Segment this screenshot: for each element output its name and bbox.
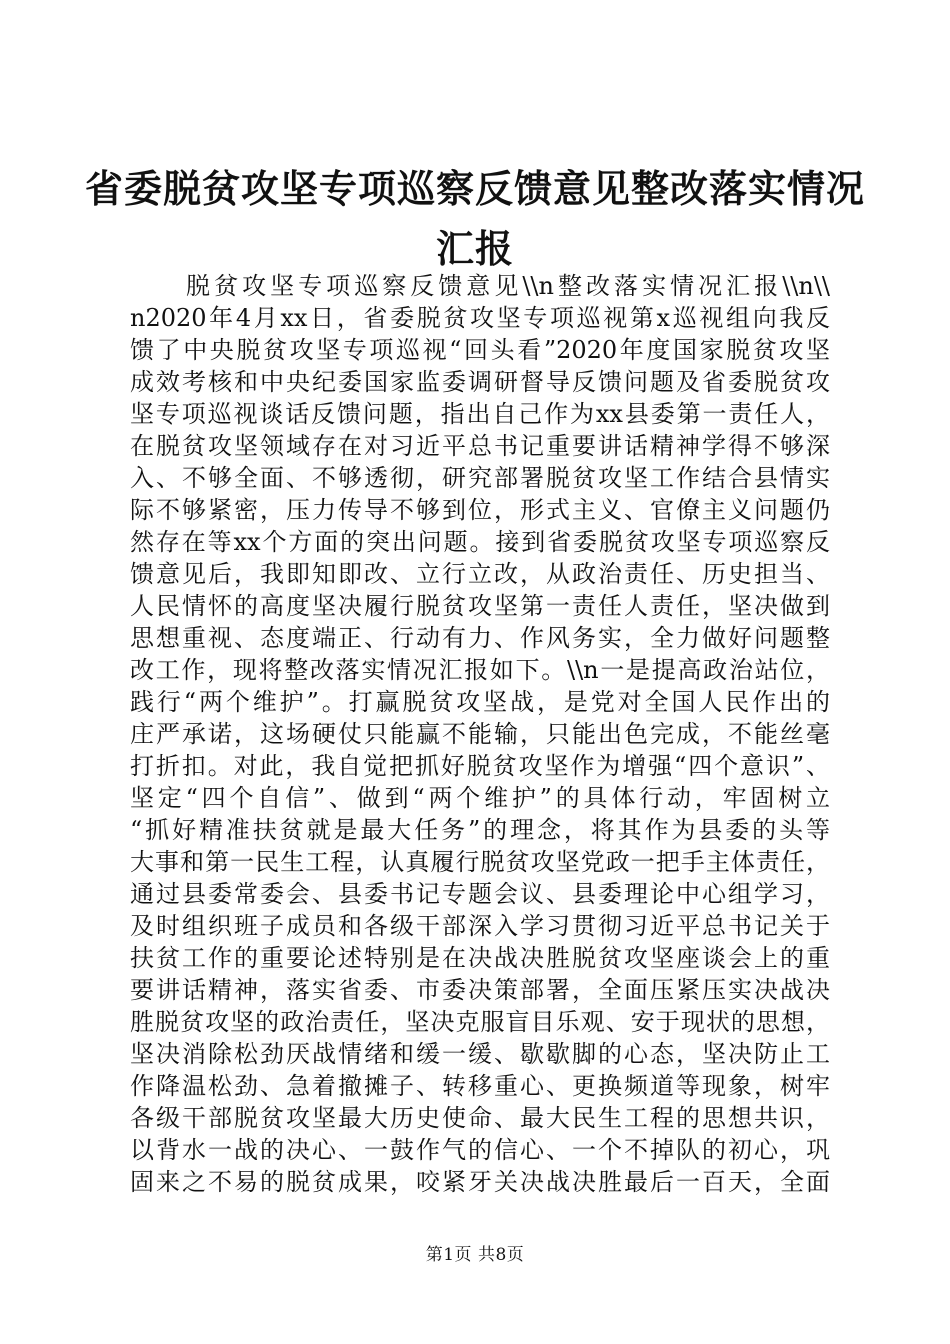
body-line: 在脱贫攻坚领域存在对习近平总书记重要讲话精神学得不够深 xyxy=(130,432,830,460)
body-line: 入、不够全面、不够透彻，研究部署脱贫攻坚工作结合县情实 xyxy=(130,464,830,492)
body-line: 大事和第一民生工程，认真履行脱贫攻坚党政一把手主体责任， xyxy=(130,848,830,876)
body-line: 庄严承诺，这场硬仗只能赢不能输，只能出色完成，不能丝毫 xyxy=(130,720,830,748)
body-line: 扶贫工作的重要论述特别是在决战决胜脱贫攻坚座谈会上的重 xyxy=(130,944,830,972)
body-line: 思想重视、态度端正、行动有力、作风务实，全力做好问题整 xyxy=(130,624,830,652)
body-line: 固来之不易的脱贫成果，咬紧牙关决战决胜最后一百天，全面 xyxy=(130,1168,830,1196)
body-line: 打折扣。对此，我自觉把抓好脱贫攻坚作为增强“四个意识”、 xyxy=(130,752,830,780)
body-line: 坚定“四个自信”、做到“两个维护”的具体行动，牢固树立 xyxy=(130,784,830,812)
body-line: 践行“两个维护”。打赢脱贫攻坚战，是党对全国人民作出的 xyxy=(130,688,830,716)
body-line: 馈意见后，我即知即改、立行立改，从政治责任、历史担当、 xyxy=(130,560,830,588)
body-line: 然存在等xx个方面的突出问题。接到省委脱贫攻坚专项巡察反 xyxy=(130,528,830,556)
body-line: 人民情怀的高度坚决履行脱贫攻坚第一责任人责任，坚决做到 xyxy=(130,592,830,620)
body-line: 坚决消除松劲厌战情绪和缓一缓、歇歇脚的心态，坚决防止工 xyxy=(130,1040,830,1068)
body-line: “抓好精准扶贫就是最大任务”的理念，将其作为县委的头等 xyxy=(130,816,830,844)
body-line: 通过县委常委会、县委书记专题会议、县委理论中心组学习， xyxy=(130,880,830,908)
document-title-line-2: 汇报 xyxy=(435,226,514,271)
body-line: 成效考核和中央纪委国家监委调研督导反馈问题及省委脱贫攻 xyxy=(130,368,830,396)
body-line: 脱贫攻坚专项巡察反馈意见\\n整改落实情况汇报\\n\\ xyxy=(130,272,830,300)
body-line: 作降温松劲、急着撤摊子、转移重心、更换频道等现象，树牢 xyxy=(130,1072,830,1100)
body-line: 际不够紧密，压力传导不够到位，形式主义、官僚主义问题仍 xyxy=(130,496,830,524)
body-line: 及时组织班子成员和各级干部深入学习贯彻习近平总书记关于 xyxy=(130,912,830,940)
body-line: 改工作，现将整改落实情况汇报如下。\\n一是提高政治站位， xyxy=(130,656,830,684)
document-title-line-1: 省委脱贫攻坚专项巡察反馈意见整改落实情况 xyxy=(84,166,865,211)
body-line: 坚专项巡视谈话反馈问题，指出自己作为xx县委第一责任人， xyxy=(130,400,830,428)
page-footer: 第1页 共8页 xyxy=(425,1245,525,1265)
body-line: 要讲话精神，落实省委、市委决策部署，全面压紧压实决战决 xyxy=(130,976,830,1004)
body-line: n2020年4月xx日，省委脱贫攻坚专项巡视第x巡视组向我反 xyxy=(130,304,830,332)
body-line: 各级干部脱贫攻坚最大历史使命、最大民生工程的思想共识， xyxy=(130,1104,830,1132)
body-line: 胜脱贫攻坚的政治责任，坚决克服盲目乐观、安于现状的思想， xyxy=(130,1008,830,1036)
body-line: 以背水一战的决心、一鼓作气的信心、一个不掉队的初心，巩 xyxy=(130,1136,830,1164)
body-line: 馈了中央脱贫攻坚专项巡视“回头看”2020年度国家脱贫攻坚 xyxy=(130,336,830,364)
